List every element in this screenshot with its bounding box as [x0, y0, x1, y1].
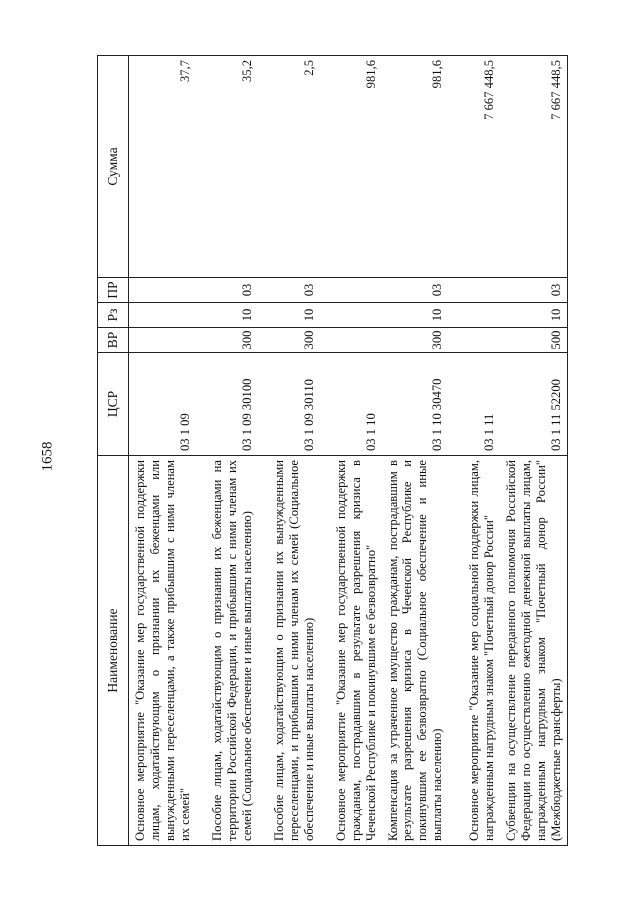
row-csr: 03 1 09 30110 — [259, 353, 321, 456]
row-sum: 7 667 448,5 — [449, 56, 501, 278]
table-row — [197, 56, 259, 846]
row-csr: 03 1 10 — [321, 353, 383, 456]
header-name: Наименование — [98, 456, 129, 846]
row-sum: 981,6 — [383, 56, 449, 278]
row-name: Основное мероприятие "Оказание мер государственной поддержки лицам, ходатайствующим о признании их беженцами или вынужденными переселенцами, а также прибывшим с ними членам их семей" — [129, 456, 197, 846]
table-row — [321, 56, 383, 846]
row-pr — [321, 278, 383, 303]
row-pr — [129, 278, 197, 303]
row-csr: 03 1 11 52200 — [501, 353, 568, 456]
row-rz: 10 — [259, 303, 321, 328]
row-name: Пособие лицам, ходатайствующим о признании их беженцами на территории Российской Федерации, и прибывшим с ними членам их семей (Социальное обеспечение и иные выплаты населению) — [197, 456, 259, 846]
header-pr: ПР — [98, 278, 129, 303]
header-vr: ВР — [98, 328, 129, 353]
row-sum: 7 667 448,5 — [501, 56, 568, 278]
row-rz: 10 — [501, 303, 568, 328]
header-sum: Сумма — [98, 56, 129, 278]
row-vr — [129, 328, 197, 353]
row-pr: 03 — [501, 278, 568, 303]
header-csr: ЦСР — [98, 353, 129, 456]
table-row — [449, 56, 501, 846]
row-name: Основное мероприятие "Оказание мер социальной поддержки лицам, награжденным нагрудным знаком "Почетный донор России" — [449, 456, 501, 846]
table-row — [129, 56, 197, 846]
row-csr: 03 1 11 — [449, 353, 501, 456]
row-rz — [449, 303, 501, 328]
row-pr — [449, 278, 501, 303]
budget-table — [97, 55, 568, 846]
budget-table-container — [97, 56, 563, 846]
row-vr: 300 — [197, 328, 259, 353]
header-rz: Рз — [98, 303, 129, 328]
row-pr: 03 — [259, 278, 321, 303]
row-name: Компенсация за утраченное имущество гражданам, пострадавшим в результате разрешения кризиса в Чеченской Республике и покинувшим ее безвозвратно (Социальное обеспечение и иные выплаты населению) — [383, 456, 449, 846]
table-row — [501, 56, 568, 846]
page-number: 1658 — [39, 441, 56, 472]
row-rz — [321, 303, 383, 328]
row-csr: 03 1 10 30470 — [383, 353, 449, 456]
row-pr: 03 — [383, 278, 449, 303]
row-rz — [129, 303, 197, 328]
row-sum: 35,2 — [197, 56, 259, 278]
row-vr — [449, 328, 501, 353]
row-sum: 981,6 — [321, 56, 383, 278]
table-header-row — [98, 56, 129, 846]
row-rz: 10 — [383, 303, 449, 328]
row-rz: 10 — [197, 303, 259, 328]
row-csr: 03 1 09 — [129, 353, 197, 456]
row-name: Основное мероприятие "Оказание мер государственной поддержки гражданам, пострадавшим в результате разрешения кризиса в Чеченской Республике и покинувшим ее безвозвратно" — [321, 456, 383, 846]
row-name: Пособие лицам, ходатайствующим о признании их вынужденными переселенцами, и прибывшим с ними членам их семей (Социальное обеспечение и иные выплаты населению) — [259, 456, 321, 846]
row-vr: 300 — [383, 328, 449, 353]
row-name: Субвенции на осуществление переданного полномочия Российской Федерации по осуществлению ежегодной денежной выплаты лицам, награжденным нагрудным знаком "Почетный донор России" (Межбюджетные трансферты) — [501, 456, 568, 846]
table-row — [383, 56, 449, 846]
row-vr — [321, 328, 383, 353]
row-csr: 03 1 09 30100 — [197, 353, 259, 456]
row-sum: 2,5 — [259, 56, 321, 278]
row-sum: 37,7 — [129, 56, 197, 278]
row-pr: 03 — [197, 278, 259, 303]
row-vr: 500 — [501, 328, 568, 353]
row-vr: 300 — [259, 328, 321, 353]
table-row — [259, 56, 321, 846]
